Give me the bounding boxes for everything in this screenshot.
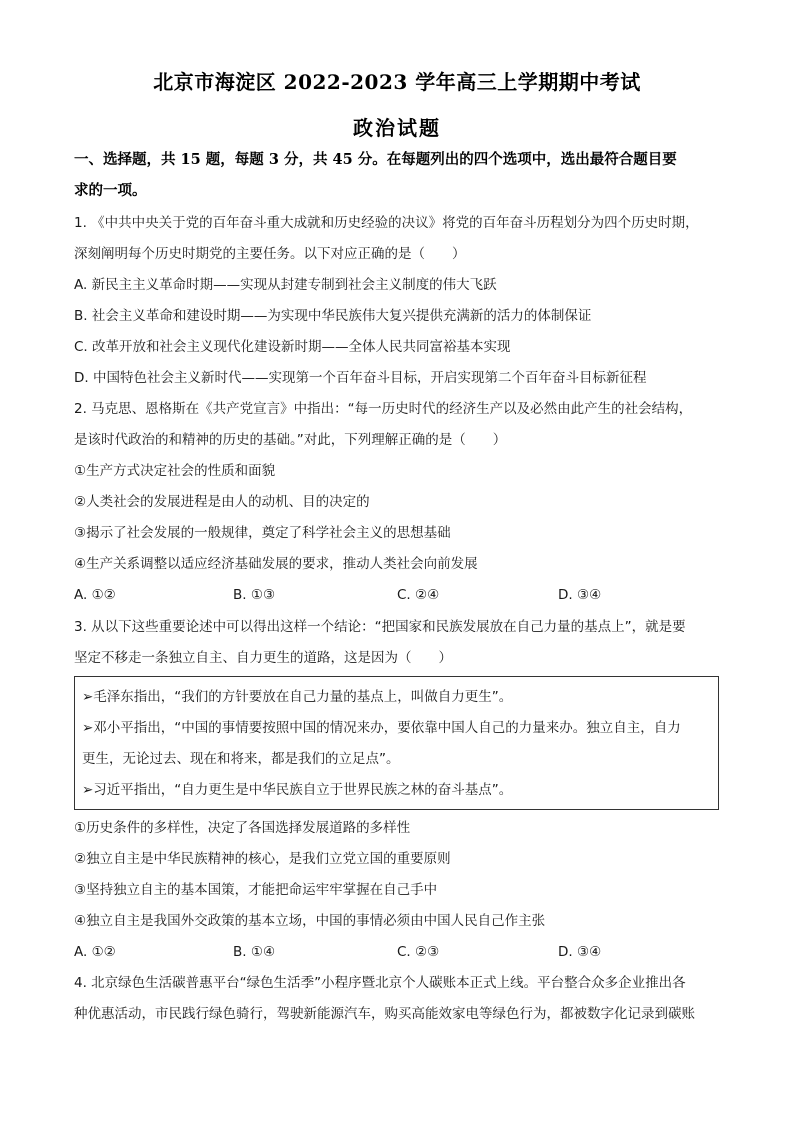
q3-quote-mao: ➢毛泽东指出，“我们的方针要放在自己力量的基点上，叫做自力更生”。 xyxy=(82,689,513,705)
q3-choice-c: C. ②③ xyxy=(397,944,440,960)
q2-stem-line1: 2. 马克思、恩格斯在《共产党宣言》中指出：“每一历史时代的经济生产以及必然由此产生的社会结构， xyxy=(74,401,693,417)
q2-choices xyxy=(74,585,720,605)
q3-quote-xi: ➢习近平指出，“自力更生是中华民族自立于世界民族之林的奋斗基点”。 xyxy=(82,782,513,798)
q3-choices xyxy=(74,942,720,962)
document-title: 北京市海淀区 2022-2023 学年高三上学期期中考试 xyxy=(153,70,641,94)
q3-choice-d: D. ③④ xyxy=(558,944,602,960)
q3-statement-1: ①历史条件的多样性，决定了各国选择发展道路的多样性 xyxy=(74,820,411,836)
document-subject: 政治试题 xyxy=(353,116,441,140)
q2-choice-a: A. ①② xyxy=(74,587,116,603)
q1-stem-line1: 1. 《中共中央关于党的百年奋斗重大成就和历史经验的决议》将党的百年奋斗历程划分为四个历史时期， xyxy=(74,215,699,231)
section-heading-line2: 求的一项。 xyxy=(74,182,147,199)
q3-statement-4: ④独立自主是我国外交政策的基本立场，中国的事情必须由中国人民自己作主张 xyxy=(74,913,546,929)
q2-choice-b: B. ①③ xyxy=(233,587,276,603)
q2-statement-3: ③揭示了社会发展的一般规律，奠定了科学社会主义的思想基础 xyxy=(74,525,451,541)
q4-stem-line2: 种优惠活动，市民践行绿色骑行，驾驶新能源汽车，购买高能效家电等绿色行为，都被数字化记录到碳账 xyxy=(74,1006,695,1022)
q2-choice-c: C. ②④ xyxy=(397,587,440,603)
q3-quote-box xyxy=(74,676,719,810)
q3-statement-2: ②独立自主是中华民族精神的核心，是我们立党立国的重要原则 xyxy=(74,851,451,867)
q1-stem-line2: 深刻阐明每个历史时期党的主要任务。以下对应正确的是（ ） xyxy=(74,246,466,262)
q3-quote-deng-line2: 更生，无论过去、现在和将来，都是我们的立足点”。 xyxy=(82,751,400,767)
q1-option-b: B. 社会主义革命和建设时期——为实现中华民族伟大复兴提供充满新的活力的体制保证 xyxy=(74,308,592,324)
section-heading-line1: 一、选择题，共 15 题，每题 3 分，共 45 分。在每题列出的四个选项中，选出最符合题目要 xyxy=(74,151,677,168)
q3-choice-b: B. ①④ xyxy=(233,944,276,960)
q1-option-d: D. 中国特色社会主义新时代——实现第一个百年奋斗目标，开启实现第二个百年奋斗目标新征程 xyxy=(74,370,647,386)
q3-statement-3: ③坚持独立自主的基本国策，才能把命运牢牢掌握在自己手中 xyxy=(74,882,438,898)
q2-stem-line2: 是该时代政治的和精神的历史的基础。”对此，下列理解正确的是（ ） xyxy=(74,432,507,448)
q4-stem-line1: 4. 北京绿色生活碳普惠平台“绿色生活季”小程序暨北京个人碳账本正式上线。平台整合众多企业推出各 xyxy=(74,975,686,991)
q2-choice-d: D. ③④ xyxy=(558,587,602,603)
q3-stem-line2: 坚定不移走一条独立自主、自力更生的道路，这是因为（ ） xyxy=(74,650,452,666)
q2-statement-2: ②人类社会的发展进程是由人的动机、目的决定的 xyxy=(74,494,370,510)
q2-statement-4: ④生产关系调整以适应经济基础发展的要求，推动人类社会向前发展 xyxy=(74,556,478,572)
q2-statement-1: ①生产方式决定社会的性质和面貌 xyxy=(74,463,276,479)
q1-option-a: A. 新民主主义革命时期——实现从封建专制到社会主义制度的伟大飞跃 xyxy=(74,277,497,293)
q3-choice-a: A. ①② xyxy=(74,944,116,960)
q3-quote-deng-line1: ➢邓小平指出，“中国的事情要按照中国的情况来办，要依靠中国人自己的力量来办。独立自主，自力 xyxy=(82,720,681,736)
q3-stem-line1: 3. 从以下这些重要论述中可以得出这样一个结论：“把国家和民族发展放在自己力量的基点上”，就是要 xyxy=(74,619,686,635)
q1-option-c: C. 改革开放和社会主义现代化建设新时期——全体人民共同富裕基本实现 xyxy=(74,339,511,355)
